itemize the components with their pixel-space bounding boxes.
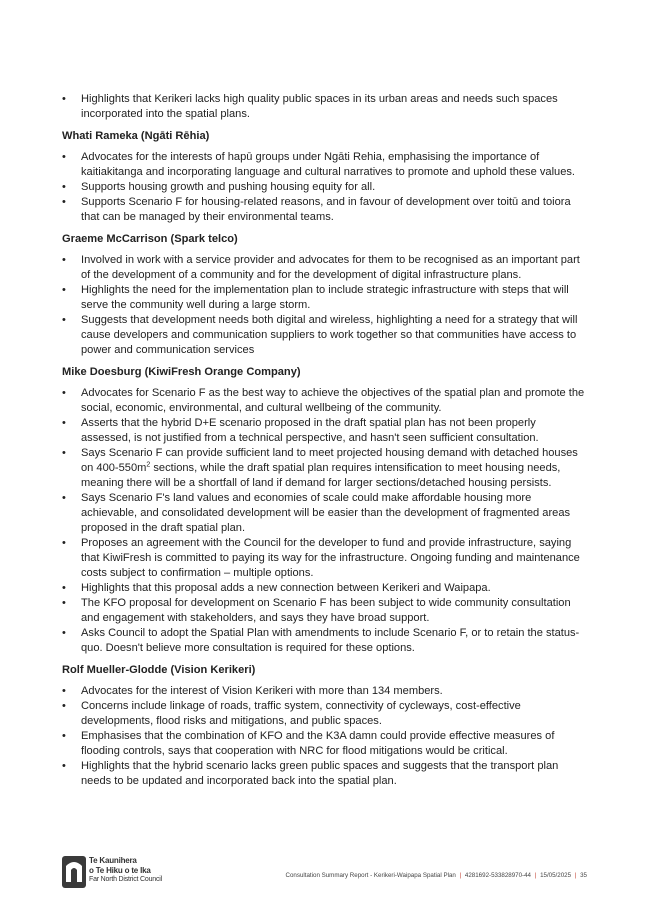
- footer-separator: |: [574, 872, 577, 879]
- footer-doc-title: Consultation Summary Report - Kerikeri-Waipapa Spatial Plan: [285, 872, 456, 879]
- page-footer: [62, 856, 587, 892]
- graeme-mccarrison-list: [62, 253, 587, 358]
- footer-separator: |: [459, 872, 462, 879]
- section-heading-whati-rameka: Whati Rameka (Ngāti Rēhia): [62, 130, 210, 142]
- section-heading-graeme-mccarrison: Graeme McCarrison (Spark telco): [62, 233, 238, 245]
- list-item: • Emphasises that the combination of KFO and the K3A damn could provide effective measures of flooding controls, says that cooperation with NRC for flood mitigations would be critical.: [62, 729, 587, 759]
- rolf-mueller-glodde-list: [62, 684, 587, 789]
- list-item: • The KFO proposal for development on Scenario F has been subject to wide community consultation and engagement with stakeholders, and says they have broad support.: [62, 596, 587, 626]
- logo-line-3: Far North District Council: [89, 876, 162, 883]
- whati-rameka-list: [62, 150, 587, 225]
- mike-doesburg-list: [62, 386, 587, 656]
- list-item-text-continued: sections, while the draft spatial plan requires intensification to meet housing needs, meaning there will be a shortfall of land if demand for larger sections/detached housing persists.: [81, 462, 561, 489]
- list-item: • Highlights the need for the implementation plan to include strategic infrastructure with steps that will serve the community well during a large storm.: [62, 283, 587, 313]
- footer-document-info: [286, 872, 588, 879]
- list-item-text: Says Scenario F can provide sufficient land to meet projected housing demand with detached houses on 400-550m: [81, 447, 578, 474]
- list-item: • Highlights that the hybrid scenario lacks green public spaces and suggests that the transport plan needs to be updated and incorporated back into the spatial plan.: [62, 759, 587, 789]
- list-item: • Suggests that development needs both digital and wireless, highlighting a need for a strategy that will cause developers and communication suppliers to work together so that communities have access to power and communication services: [62, 313, 587, 358]
- list-item: [62, 446, 587, 491]
- list-item: • Involved in work with a service provider and advocates for them to be recognised as an important part of the development of a community and for the development of digital infrastructure plans.: [62, 253, 587, 283]
- list-item: • Advocates for the interests of hapū groups under Ngāti Rehia, emphasising the importance of kaitiakitanga and incorporating language and cultural narratives to promote and uphold these values.: [62, 150, 587, 180]
- list-item: • Asks Council to adopt the Spatial Plan with amendments to include Scenario F, or to retain the status-quo. Doesn't believe more consultation is required for these options.: [62, 626, 587, 656]
- list-item: • Supports housing growth and pushing housing equity for all.: [62, 180, 587, 195]
- list-item: • Concerns include linkage of roads, traffic system, connectivity of cycleways, cost-effective developments, flood risks and mitigations, and public spaces.: [62, 699, 587, 729]
- superscript: 2: [146, 461, 151, 469]
- list-item: • Says Scenario F's land values and economies of scale could make affordable housing more achievable, and consolidated development will be easier than the development of fragmented areas proposed in the draft spatial plan.: [62, 491, 587, 536]
- page-number: 35: [580, 872, 587, 879]
- list-item: • Highlights that Kerikeri lacks high quality public spaces in its urban areas and needs such spaces incorporated into the spatial plans.: [62, 92, 587, 122]
- council-logo-text: [89, 856, 162, 885]
- list-item: • Highlights that this proposal adds a new connection between Kerikeri and Waipapa.: [62, 581, 587, 596]
- footer-date: 15/05/2025: [540, 872, 572, 879]
- list-item: • Asserts that the hybrid D+E scenario proposed in the draft spatial plan has not been properly assessed, is not justified from a technical perspective, and hasn't seen sufficient consultation.: [62, 416, 587, 446]
- section-heading-mike-doesburg: Mike Doesburg (KiwiFresh Orange Company): [62, 366, 301, 378]
- council-logo-icon: [62, 856, 86, 888]
- footer-separator: |: [534, 872, 537, 879]
- list-item: • Advocates for the interest of Vision Kerikeri with more than 134 members.: [62, 684, 587, 699]
- intro-list: [62, 92, 587, 122]
- section-heading-rolf-mueller-glodde: Rolf Mueller-Glodde (Vision Kerikeri): [62, 664, 256, 676]
- logo-line-2: o Te Hiku o te Ika: [89, 865, 151, 875]
- list-item: • Supports Scenario F for housing-related reasons, and in favour of development over toitū and toiora that can be managed by their environmental teams.: [62, 195, 587, 225]
- logo-line-1: Te Kaunihera: [89, 856, 137, 865]
- document-body: [62, 92, 587, 789]
- list-item: • Advocates for Scenario F as the best way to achieve the objectives of the spatial plan and promote the social, economic, environmental, and cultural wellbeing of the community.: [62, 386, 587, 416]
- list-item: • Proposes an agreement with the Council for the developer to fund and provide infrastructure, saying that KiwiFresh is committed to paying its way for the infrastructure. Ongoing funding and maintenance costs subject to confirmation – multiple options.: [62, 536, 587, 581]
- footer-doc-ref: 4281692-533828970-44: [464, 872, 531, 879]
